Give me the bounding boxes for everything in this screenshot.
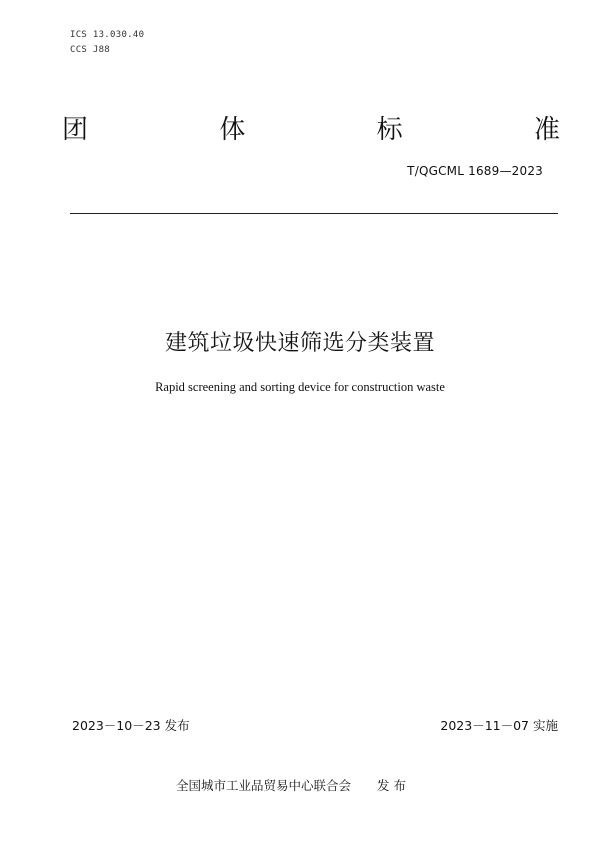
heading-char-2: 体: [219, 115, 246, 145]
classification-codes: [70, 28, 144, 58]
publisher-name: 全国城市工业品贸易中心联合会: [176, 778, 352, 793]
heading-char-4: 准: [533, 115, 560, 145]
title-english: Rapid screening and sorting device for construction waste: [155, 380, 445, 394]
header-divider: [70, 213, 558, 214]
publisher-line: [176, 776, 406, 794]
heading-char-3: 标: [376, 115, 403, 145]
ics-code: ICS 13.030.40: [70, 30, 145, 40]
issue-date: 2023－10－23 发布: [72, 718, 190, 733]
document-type-heading: [62, 112, 560, 148]
ccs-code: CCS J88: [70, 45, 111, 55]
publisher-action: 发 布: [377, 778, 406, 793]
implementation-date: 2023－11－07 实施: [440, 718, 558, 733]
title-chinese: 建筑垃圾快速筛选分类装置: [164, 331, 435, 356]
heading-char-1: 团: [62, 115, 89, 145]
standard-number: T/QGCML 1689—2023: [407, 164, 543, 178]
